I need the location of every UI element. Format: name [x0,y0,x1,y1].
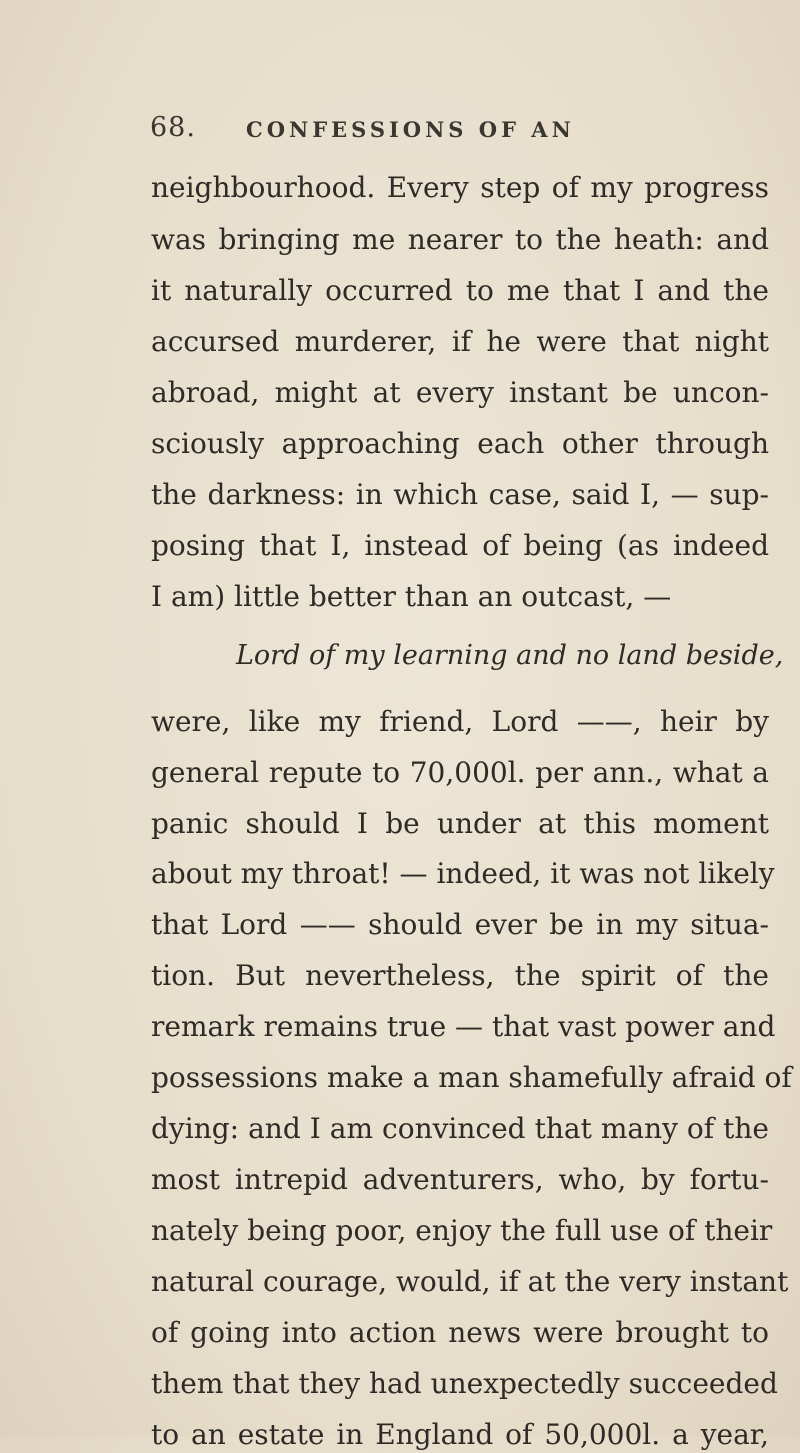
running-title: CONFESSIONS OF AN [246,117,575,142]
text-line: panic should I be under at this moment [151,807,769,840]
text-line: general repute to 70,000l. per ann., what a [151,756,769,789]
text-line: abroad, might at every instant be uncon- [151,376,769,409]
text-line: posing that I, instead of being (as indeed [151,529,769,562]
text-line: it naturally occurred to me that I and the [151,274,769,307]
text-line: were, like my friend, Lord ——, heir by [151,705,769,738]
text-line: about my throat! — indeed, it was not likely [151,857,775,890]
text-line: dying: and I am convinced that many of the [151,1112,769,1145]
text-line: was bringing me nearer to the heath: and [151,223,769,256]
text-line: them that they had unexpectedly succeeded [151,1367,778,1400]
text-line: the darkness: in which case, said I, — sup- [151,478,769,511]
text-line: nately being poor, enjoy the full use of their [151,1214,773,1247]
text-line: that Lord —— should ever be in my situa- [151,908,769,941]
quotation-line: Lord of my learning and no land beside, [236,640,784,671]
text-line: neighbourhood. Every step of my progress [151,171,769,204]
text-line: accursed murderer, if he were that night [151,325,769,358]
text-line: most intrepid adventurers, who, by fortu- [151,1163,769,1196]
text-line: tion. But nevertheless, the spirit of the [151,959,769,992]
text-line: of going into action news were brought to [151,1316,769,1349]
text-line: possessions make a man shamefully afraid of [151,1061,792,1094]
running-head [150,112,770,152]
text-line: to an estate in England of 50,000l. a year, [151,1418,769,1451]
page-number: 68. [150,112,196,143]
text-line: remark remains true — that vast power and [151,1010,776,1043]
text-line: I am) little better than an outcast, — [151,580,672,613]
text-line: natural courage, would, if at the very instant [151,1265,789,1298]
text-line: sciously approaching each other through [151,427,769,460]
